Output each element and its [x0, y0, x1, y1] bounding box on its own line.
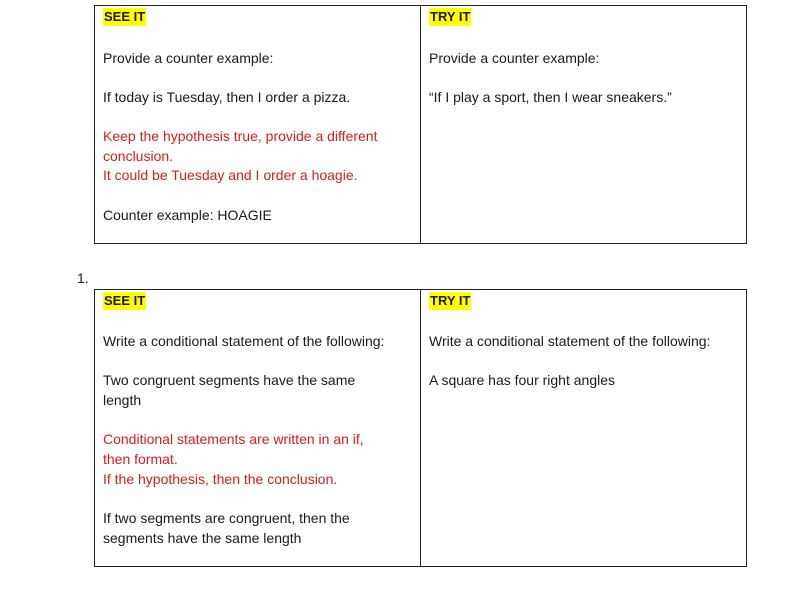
- instruction-text: Write a conditional statement of the following:: [103, 333, 385, 349]
- see-it-heading: SEE IT: [104, 9, 146, 24]
- answer-line-1: If two segments are congruent, then the: [103, 510, 350, 526]
- example-statement: If today is Tuesday, then I order a pizza.: [103, 89, 351, 105]
- see-it-try-it-table-counter-example: [94, 5, 747, 244]
- explanation-line-2: then format.: [103, 451, 178, 467]
- see-it-cell: [95, 290, 421, 567]
- explanation-line-1: Keep the hypothesis true, provide a different: [103, 128, 378, 144]
- explanation-line-2: conclusion.: [103, 148, 174, 164]
- explanation-line-3: It could be Tuesday and I order a hoagie.: [103, 167, 358, 183]
- try-it-heading: TRY IT: [430, 9, 471, 24]
- list-number: 1.: [77, 270, 89, 286]
- see-it-heading: SEE IT: [104, 293, 146, 308]
- answer-text: Counter example: HOAGIE: [103, 207, 272, 223]
- see-it-cell: [95, 6, 421, 244]
- instruction-text: Provide a counter example:: [103, 50, 274, 66]
- answer-line-2: segments have the same length: [103, 530, 302, 546]
- try-it-cell: [421, 290, 747, 567]
- instruction-text: Write a conditional statement of the following:: [429, 333, 711, 349]
- see-it-try-it-table-conditional-statement: [94, 289, 747, 567]
- practice-statement: “If I play a sport, then I wear sneakers.”: [429, 89, 672, 105]
- explanation-line-3: If the hypothesis, then the conclusion.: [103, 471, 338, 487]
- example-statement-line-2: length: [103, 392, 142, 408]
- try-it-cell: [421, 6, 747, 244]
- explanation-line-1: Conditional statements are written in an if,: [103, 431, 364, 447]
- instruction-text: Provide a counter example:: [429, 50, 600, 66]
- try-it-heading: TRY IT: [430, 293, 471, 308]
- practice-statement: A square has four right angles: [429, 372, 616, 388]
- example-statement-line-1: Two congruent segments have the same: [103, 372, 356, 388]
